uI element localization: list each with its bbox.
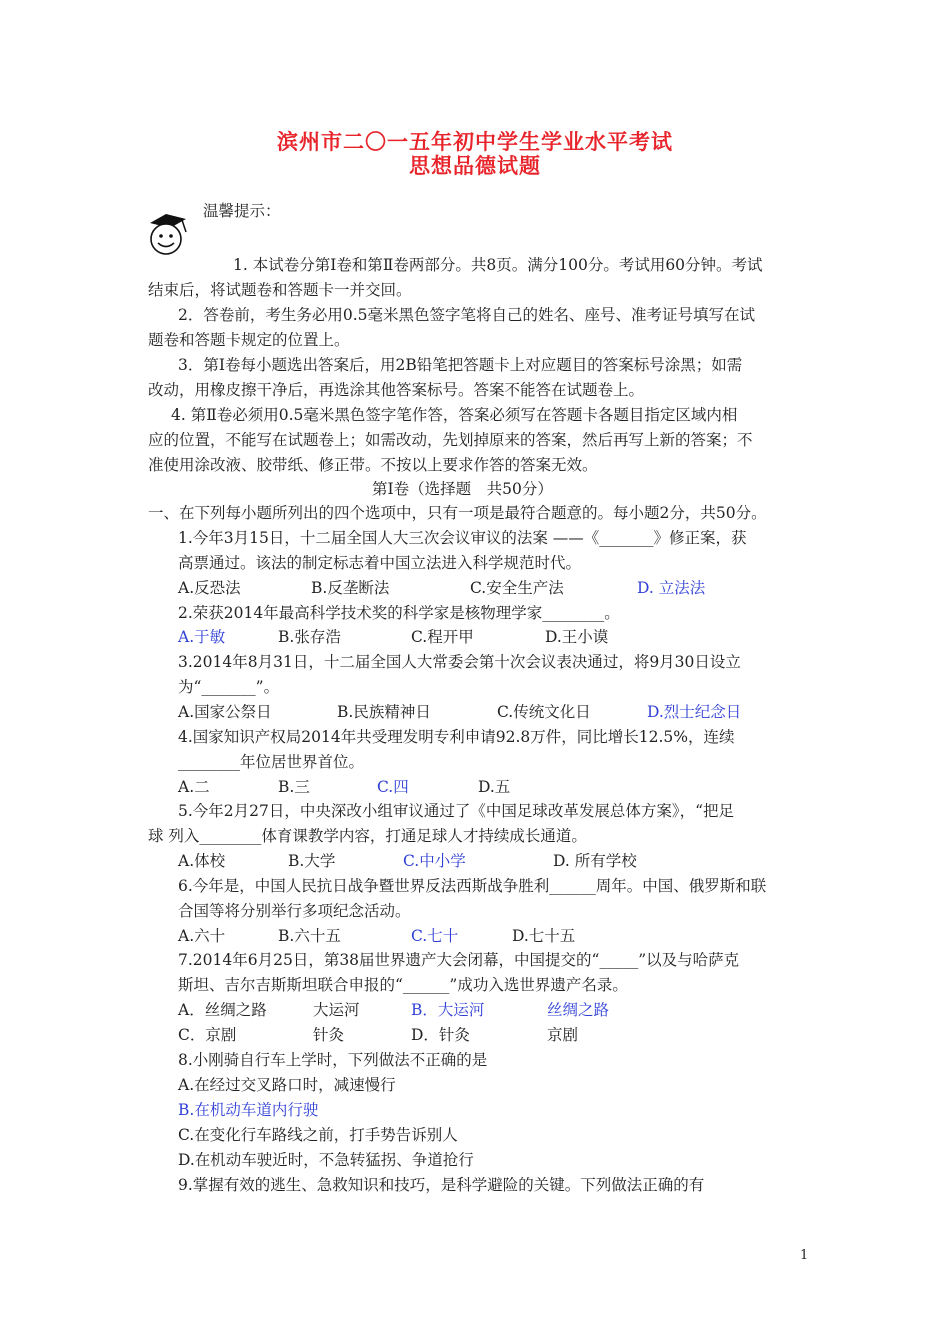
q4-option-c: C.四 [377, 778, 409, 796]
q2-option-b: B.张存浩 [278, 628, 341, 646]
tip-2-line-2: 题卷和答题卡规定的位置上。 [148, 331, 350, 349]
q7-option-a-part-2: 大运河 [313, 1001, 360, 1019]
q4-option-b: B.三 [278, 778, 310, 796]
question-1-line-2: 高票通过。该法的制定标志着中国立法进入科学规范时代。 [178, 554, 582, 572]
question-5-line-1: 5.今年2月27日，中央深改小组审议通过了《中国足球改革发展总体方案》，“把足 [178, 802, 735, 820]
tip-1-line-1: 1. 本试卷分第Ⅰ卷和第Ⅱ卷两部分。共8页。满分100分。考试用60分钟。考试 [233, 256, 763, 274]
section-instruction: 一、在下列每小题所列出的四个选项中，只有一项是最符合题意的。每小题2分，共50分。 [148, 504, 767, 522]
q8-option-a: A.在经过交叉路口时，减速慢行 [178, 1076, 396, 1094]
q1-option-c: C.安全生产法 [470, 579, 564, 597]
section-heading: 第Ⅰ卷（选择题 共50分） [372, 480, 553, 498]
q7-option-d-part-2: 京剧 [547, 1026, 579, 1044]
q8-option-c: C.在变化行车路线之前，打手势告诉别人 [178, 1126, 458, 1144]
question-7-line-1: 7.2014年6月25日，第38届世界遗产大会闭幕，中国提交的“_____”以及与哈萨克 [178, 951, 740, 969]
q1-option-d: D. 立法法 [637, 579, 706, 597]
question-7-line-2: 斯坦、吉尔吉斯斯坦联合申报的“______”成功入选世界遗产名录。 [178, 976, 628, 994]
exam-title: 滨州市二〇一五年初中学生学业水平考试 [277, 129, 673, 154]
q7-option-c-part-1: C．京剧 [178, 1026, 237, 1044]
question-4-line-1: 4.国家知识产权局2014年共受理发明专利申请92.8万件，同比增长12.5%，连续 [178, 728, 735, 746]
q4-option-d: D.五 [478, 778, 511, 796]
tip-4-line-3: 准使用涂改液、胶带纸、修正带。不按以上要求作答的答案无效。 [148, 456, 598, 474]
q4-option-a: A.二 [178, 778, 210, 796]
q3-option-a: A.国家公祭日 [178, 703, 272, 721]
q5-option-d: D. 所有学校 [553, 852, 637, 870]
page-number: 1 [800, 1248, 809, 1263]
q2-option-a: A.于敏 [178, 628, 226, 646]
question-5-line-2: 球 列入________体育课教学内容，打通足球人才持续成长通道。 [148, 827, 587, 845]
question-3-line-2: 为“_______”。 [178, 678, 280, 696]
question-8-line-1: 8.小刚骑自行车上学时，下列做法不正确的是 [178, 1051, 488, 1069]
question-4-line-2: ________年位居世界首位。 [178, 753, 365, 771]
q3-option-c: C.传统文化日 [497, 703, 591, 721]
q7-option-b-part-1: B．大运河 [411, 1001, 485, 1019]
tip-2-line-1: 2．答卷前，考生务必用0.5毫米黑色签字笔将自己的姓名、座号、准考证号填写在试 [178, 306, 756, 324]
q6-option-a: A.六十 [178, 927, 226, 945]
tip-4-line-1: 4. 第Ⅱ卷必须用0.5毫米黑色签字笔作答，答案必须写在答题卡各题目指定区域内相 [171, 406, 738, 424]
question-9-line-1: 9.掌握有效的逃生、急救知识和技巧，是科学避险的关键。下列做法正确的有 [178, 1176, 705, 1194]
question-2-line-1: 2.荣获2014年最高科学技术奖的科学家是核物理学家________。 [178, 604, 620, 622]
q7-option-b-part-2: 丝绸之路 [547, 1001, 610, 1019]
q5-option-a: A.体校 [178, 852, 226, 870]
tip-1-line-2: 结束后，将试题卷和答题卡一并交回。 [148, 281, 412, 299]
q7-option-d-part-1: D．针灸 [411, 1026, 470, 1044]
q6-option-d: D.七十五 [512, 927, 576, 945]
question-6-line-1: 6.今年是，中国人民抗日战争暨世界反法西斯战争胜利______周年。中国、俄罗斯和联 [178, 877, 767, 895]
q3-option-b: B.民族精神日 [337, 703, 431, 721]
question-6-line-2: 合国等将分别举行多项纪念活动。 [178, 902, 411, 920]
q1-option-a: A.反恐法 [178, 579, 241, 597]
q6-option-c: C.七十 [411, 927, 459, 945]
tip-4-line-2: 应的位置，不能写在试题卷上；如需改动，先划掉原来的答案，然后再写上新的答案；不 [148, 431, 753, 449]
q8-option-b: B.在机动车道内行驶 [178, 1101, 319, 1119]
q7-option-c-part-2: 针灸 [313, 1026, 345, 1044]
q1-option-b: B.反垄断法 [311, 579, 390, 597]
q6-option-b: B.六十五 [278, 927, 341, 945]
q7-option-a-part-1: A．丝绸之路 [178, 1001, 267, 1019]
q2-option-c: C.程开甲 [411, 628, 474, 646]
question-1-line-1: 1.今年3月15日，十二届全国人大三次会议审议的法案 ——《_______》修正案，获 [178, 529, 747, 547]
q2-option-d: D.王小谟 [545, 628, 609, 646]
question-3-line-1: 3.2014年8月31日，十二届全国人大常委会第十次会议表决通过，将9月30日设立 [178, 653, 741, 671]
q3-option-d: D.烈士纪念日 [647, 703, 742, 721]
graduate-smiley-icon [144, 212, 190, 258]
exam-subtitle: 思想品德试题 [409, 153, 541, 178]
q8-option-d: D.在机动车驶近时，不急转猛拐、争道抢行 [178, 1151, 474, 1169]
tip-3-line-1: 3．第Ⅰ卷每小题选出答案后，用2B铅笔把答题卡上对应题目的答案标号涂黑；如需 [178, 356, 743, 374]
tip-3-line-2: 改动，用橡皮擦干净后，再选涂其他答案标号。答案不能答在试题卷上。 [148, 381, 645, 399]
tips-heading: 温馨提示： [203, 202, 281, 220]
q5-option-b: B.大学 [288, 852, 336, 870]
q5-option-c: C.中小学 [403, 852, 466, 870]
